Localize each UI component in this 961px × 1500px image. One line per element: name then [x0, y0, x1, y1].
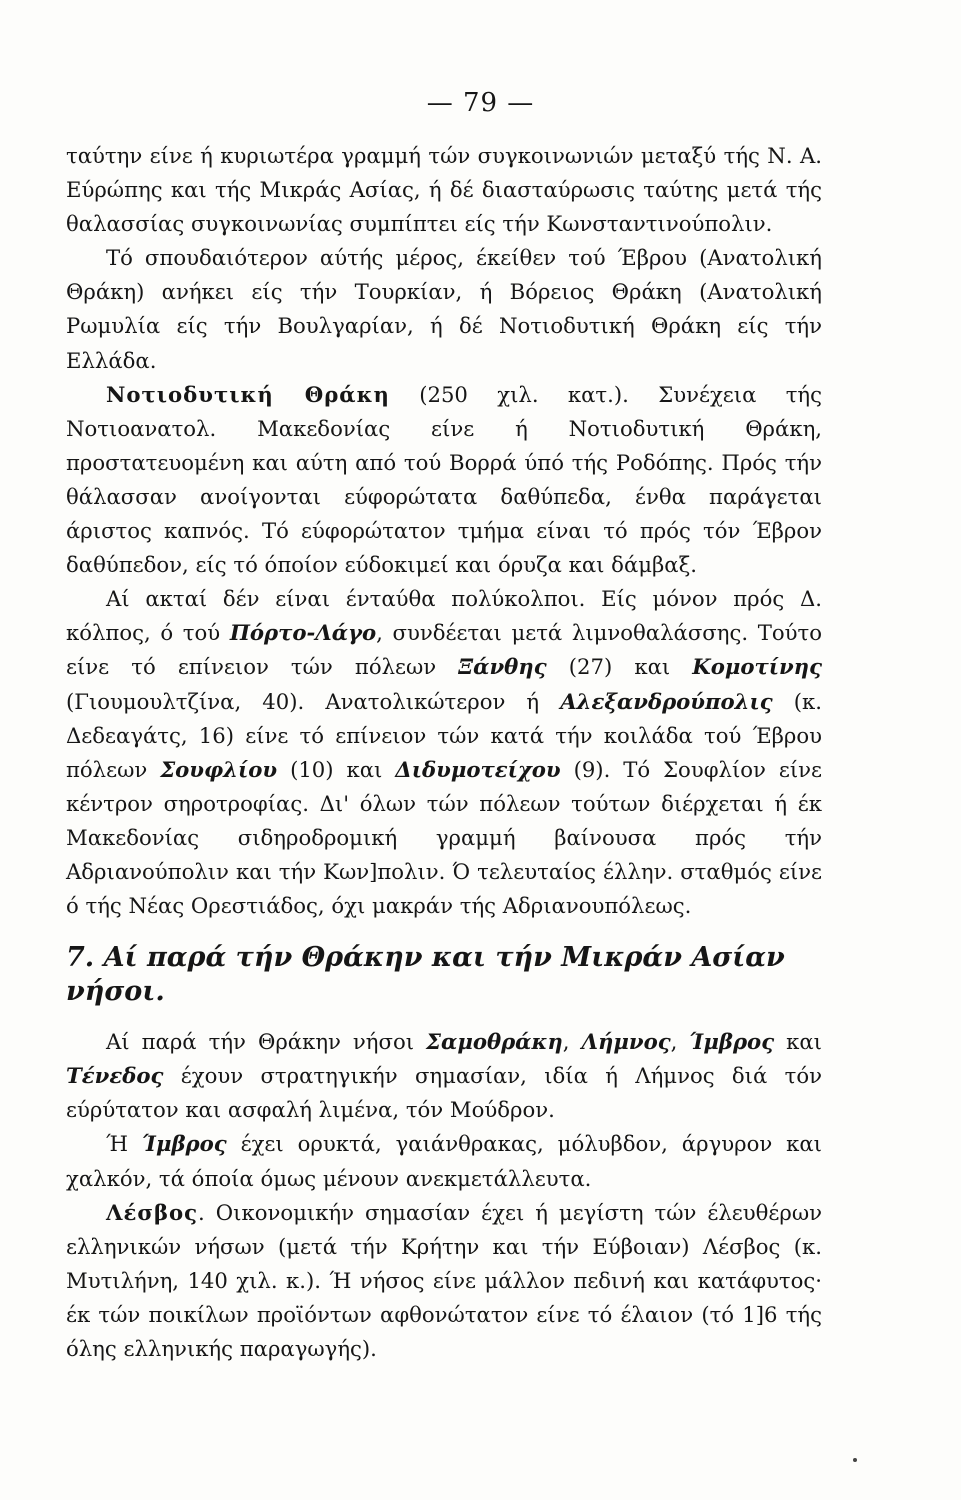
place-samothraki: Σαμοθράκη: [426, 1029, 563, 1055]
place-alexandroupolis: Αλεξανδρούπολις: [560, 688, 773, 714]
page-number: — 79 —: [426, 88, 535, 118]
paragraph-text: . Οικονομικήν σημασίαν έχει ή μεγίστη τών έλευθέρων ελληνικών νήσων (μετά τήν Κρήτην και τήν Εύβοιαν) Λέσβος (κ. Μυτιλήνη, 140 χιλ. κ.). Ή νήσος είνε μάλλον πεδινή και κατάφυτος· έκ τών ποικίλων προϊόντων αφθονώτατον είνε τό έλαιον (τό 1]6 τής όλης ελληνικής παραγωγής).: [66, 1199, 822, 1361]
place-tenedos: Τένεδος: [66, 1063, 164, 1089]
text-run: έχει ορυκτά, γαιάνθρακας, μόλυβδον, άργυρον και χαλκόν, τά όποία όμως μένουν ανεκμετάλλευτα.: [66, 1131, 822, 1191]
text-run: Ή: [106, 1131, 142, 1157]
place-porto-lago: Πόρτο-Λάγο: [229, 620, 377, 646]
text-run: και: [774, 1029, 822, 1055]
section-lead-southwest-thrace: Νοτιοδυτική Θράκη: [106, 381, 390, 407]
paragraph-thrace-division: Τό σπουδαιότερον αύτής μέρος, έκείθεν τού Έβρου (Ανατολική Θράκη) ανήκει είς τήν Τουρκίαν, ή Βόρειος Θράκη (Ανατολική Ρωμυλία είς τήν Βουλγαρίαν, ή δέ Νοτιοδυτική Θράκη είς τήν Ελλάδα.: [66, 245, 822, 373]
paragraph-southwest-thrace: [66, 378, 822, 583]
paragraph-imvros: [66, 1127, 822, 1195]
text-run: έχουν στρατηγικήν σημασίαν, ιδία ή Λήμνος διά τόν εύρύτατον και ασφαλή λιμένα, τόν Μούδρον.: [66, 1063, 822, 1123]
paragraph-thracian-islands: [66, 1025, 822, 1127]
place-komotini: Κομοτίνης: [692, 654, 822, 680]
place-imvros: Ίμβρος: [689, 1029, 775, 1055]
text-run: (κ. Δεδεαγάτς, 16) είνε τό επίνειον τών κατά τήν κοιλάδα τού Έβρου πόλεων: [66, 688, 822, 782]
place-limnos: Λήμνος: [581, 1029, 671, 1055]
paragraph-text: (250 χιλ. κατ.). Συνέχεια τής Νοτιοανατολ. Μακεδονίας είνε ή Νοτιοδυτική Θράκη, προστατευομένη και αύτη από τού Βορρά ύπό τής Ροδόπης. Πρός τήν θάλασσαν ανοίγονται εύφορώτατα δαθύπεδα, ένθα παράγεται άριστος καπνός. Τό εύφορώτατον τμήμα είναι τό πρός τόν Έβρον δαθύπεδον, είς τό όποίον εύδοκιμεί και όρυζα και δάμβαξ.: [66, 381, 822, 578]
section-heading-islands: 7. Αί παρά τήν Θράκην και τήν Μικράν Ασίαν νήσοι.: [66, 942, 785, 1008]
text-run: (Γιουμουλτζίνα, 40). Ανατολικώτερον ή: [66, 688, 561, 714]
text-run: ,: [562, 1029, 582, 1055]
text-run: Αί παρά τήν Θράκην νήσοι: [106, 1029, 427, 1055]
paragraph-lesvos: [66, 1196, 822, 1366]
section-lead-lesvos: Λέσβος: [106, 1199, 199, 1225]
page-body: [66, 139, 822, 1366]
place-soufli: Σουφλίου: [160, 756, 278, 782]
place-didymoteicho: Διδυμοτείχου: [395, 756, 561, 782]
place-imvros-2: Ίμβρος: [141, 1131, 227, 1157]
paragraph-transport: ταύτην είνε ή κυριωτέρα γραμμή τών συγκοινωνιών μεταξύ τής Ν. Α. Εύρώπης και τής Μικράς Ασίας, ή δέ διασταύρωσις ταύτης μετά τής θαλασσίας συγκοινωνίας συμπίπτει είς τήν Κωνσταντινούπολιν.: [66, 143, 822, 237]
text-run: (10) και: [277, 756, 396, 782]
text-run: Αί ακταί δέν είναι ένταύθα πολύκολποι. Είς μόνον πρός Δ. κόλπος, ό τού: [66, 586, 822, 646]
print-speck: [853, 1458, 857, 1462]
text-run: (9). Τό Σουφλίον είνε κέντρον σηροτροφίας. Δι' όλων τών πόλεων τούτων διέρχεται ή έκ Μακεδονίας σιδηροδρομική γραμμή βαίνουσα πρός τήν Αδριανούπολιν και τήν Κων]πολιν. Ό τελευταίος έλλην. σταθμός είνε ό τής Νέας Ορεστιάδος, όχι μακράν τής Αδριανουπόλεως.: [66, 756, 822, 919]
paragraph-coasts-cities: [66, 582, 822, 923]
text-run: (27) και: [546, 654, 693, 680]
text-run: , συνδέεται μετά λιμνοθαλάσσης. Τούτο είνε τό επίνειον τών πόλεων: [66, 620, 822, 680]
text-run: ,: [670, 1029, 690, 1055]
place-xanthi: Ξάνθης: [458, 654, 547, 680]
